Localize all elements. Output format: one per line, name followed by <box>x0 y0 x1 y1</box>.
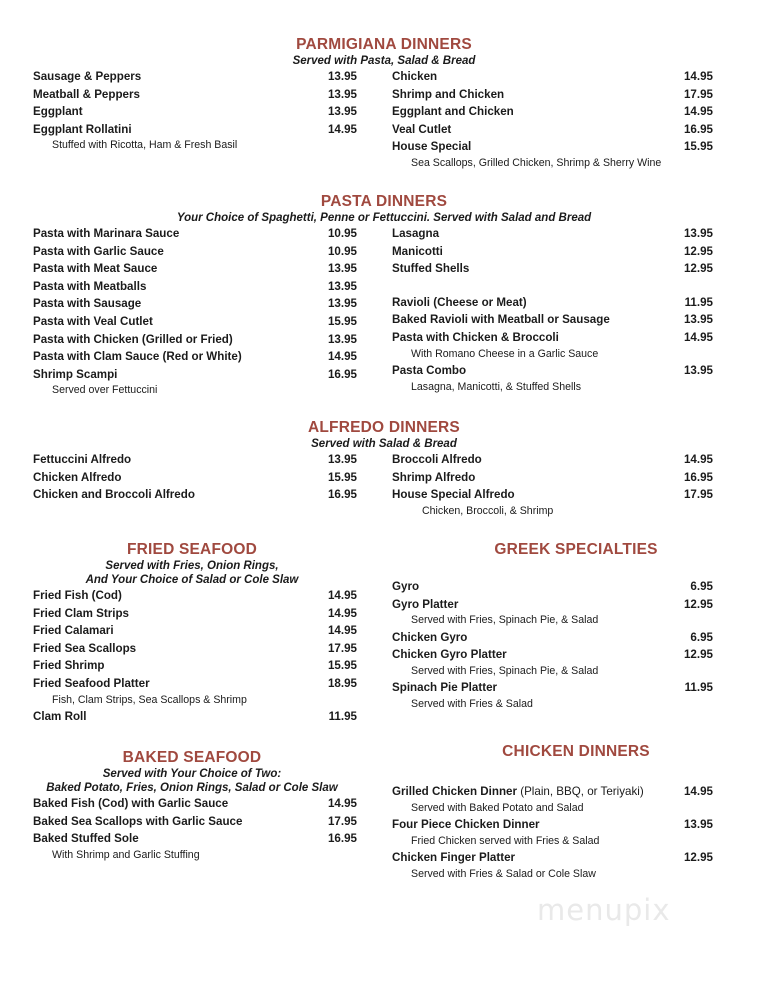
column-left <box>0 68 384 171</box>
section-columns <box>0 451 768 519</box>
item-description: Stuffed with Ricotta, Ham & Fresh Basil <box>52 139 238 152</box>
item-name: Pasta with Meat Sauce <box>33 262 158 276</box>
menu-item <box>33 68 357 86</box>
menu-item <box>33 313 357 331</box>
item-name: Chicken Alfredo <box>33 470 122 484</box>
item-price: 12.95 <box>683 648 713 662</box>
section-title: ALFREDO DINNERS <box>308 419 460 436</box>
menu-item <box>392 294 713 312</box>
menu-item <box>392 329 713 347</box>
item-price: 12.95 <box>683 262 713 276</box>
section-subtitle: Served with Pasta, Salad & Bread <box>292 55 476 67</box>
item-name: Shrimp and Chicken <box>392 87 505 101</box>
menu-item <box>33 451 357 469</box>
item-name: Fried Shrimp <box>33 659 105 673</box>
menu-item <box>33 708 357 726</box>
item-price: 11.95 <box>684 295 713 309</box>
item-price: 12.95 <box>683 597 713 611</box>
item-name: Lasagna <box>392 227 440 240</box>
item-price: 6.95 <box>690 580 713 593</box>
item-price: 12.95 <box>683 244 713 258</box>
item-name: Baked Ravioli with Meatball or Sausage <box>392 313 610 327</box>
item-name <box>392 783 676 801</box>
item-description: Sea Scallops, Grilled Chicken, Shrimp & Sherry Wine <box>411 156 662 169</box>
item-price: 14.95 <box>327 350 357 364</box>
menu-item <box>33 225 357 243</box>
menu-item <box>33 295 357 313</box>
item-price: 14.95 <box>683 453 713 466</box>
item-name: Fried Sea Scallops <box>33 641 137 655</box>
item-price: 15.95 <box>327 470 357 484</box>
item-name: Pasta with Marinara Sauce <box>33 227 180 240</box>
item-name: Eggplant Rollatini <box>33 122 132 136</box>
item-description: Served with Fries, Spinach Pie, & Salad <box>411 614 599 627</box>
item-name: Gyro Platter <box>392 597 459 611</box>
item-name: Gyro <box>392 580 420 593</box>
item-name: Four Piece Chicken Dinner <box>392 818 540 832</box>
item-price: 17.95 <box>683 87 713 101</box>
item-price: 14.95 <box>683 105 713 119</box>
section-title: PARMIGIANA DINNERS <box>296 36 472 53</box>
menu-item <box>392 362 713 380</box>
item-description: Served with Baked Potato and Salad <box>411 801 584 814</box>
menu-item <box>392 86 713 104</box>
menu-item <box>33 587 357 605</box>
menu-item <box>392 311 713 329</box>
section-pasta-dinners <box>0 193 768 399</box>
item-name: Stuffed Shells <box>392 262 470 276</box>
item-name: Fried Calamari <box>33 624 114 638</box>
item-price: 17.95 <box>327 814 357 828</box>
item-price: 14.95 <box>327 624 357 638</box>
row-spacer <box>392 278 713 294</box>
item-description: Served with Fries & Salad <box>411 697 533 710</box>
item-name: Shrimp Scampi <box>33 367 118 381</box>
item-name: Pasta with Veal Cutlet <box>33 314 153 328</box>
section-parmigiana-dinners <box>0 36 768 171</box>
item-description: Fish, Clam Strips, Sea Scallops & Shrimp <box>52 693 247 706</box>
section-columns <box>0 225 768 399</box>
item-description: With Romano Cheese in a Garlic Sauce <box>411 347 599 360</box>
menu-item <box>33 813 357 831</box>
section-title: GREEK SPECIALTIES <box>494 541 658 558</box>
item-price: 14.95 <box>683 330 713 344</box>
column-right <box>384 225 768 399</box>
item-name-main: Grilled Chicken Dinner <box>392 785 517 798</box>
item-name: Chicken and Broccoli Alfredo <box>33 488 195 502</box>
menu-item <box>392 849 713 867</box>
menu-item <box>392 469 713 487</box>
section-alfredo-dinners <box>0 419 768 519</box>
item-name: Spinach Pie Platter <box>392 681 498 695</box>
menu-item <box>33 469 357 487</box>
menu-item <box>33 830 357 848</box>
item-price: 10.95 <box>327 227 357 240</box>
menu-item <box>392 629 713 647</box>
item-price: 11.95 <box>328 710 357 724</box>
menu-item <box>392 578 713 596</box>
item-name: Pasta with Meatballs <box>33 279 147 293</box>
menu-item <box>33 86 357 104</box>
menu-item <box>33 657 357 675</box>
item-price: 13.95 <box>327 87 357 101</box>
section-subtitle: Baked Potato, Fries, Onion Rings, Salad or Cole Slaw <box>46 782 338 794</box>
menu-item <box>33 103 357 121</box>
item-price: 16.95 <box>683 122 713 136</box>
section-title: PASTA DINNERS <box>320 193 448 210</box>
item-price: 10.95 <box>327 244 357 258</box>
item-price: 16.95 <box>683 470 713 484</box>
menu-item <box>33 121 357 139</box>
section-subtitle: Served with Salad & Bread <box>311 438 457 450</box>
section-title: BAKED SEAFOOD <box>122 749 262 766</box>
item-name: Clam Roll <box>33 710 87 724</box>
column-right <box>384 68 768 171</box>
item-price: 16.95 <box>327 832 357 846</box>
item-price: 13.95 <box>327 70 357 83</box>
item-price: 13.95 <box>327 453 357 466</box>
column-right <box>384 451 768 519</box>
item-name: Veal Cutlet <box>392 122 452 136</box>
menu-item <box>33 278 357 296</box>
menu-item <box>392 225 713 243</box>
column-left <box>0 225 384 399</box>
item-price: 16.95 <box>327 367 357 381</box>
item-name: Baked Fish (Cod) with Garlic Sauce <box>33 797 229 810</box>
item-price: 13.95 <box>683 818 713 832</box>
item-name: Chicken Gyro Platter <box>392 648 507 662</box>
item-price: 13.95 <box>327 332 357 346</box>
item-description: With Shrimp and Garlic Stuffing <box>52 848 200 861</box>
item-price: 11.95 <box>684 681 713 695</box>
item-name: Baked Stuffed Sole <box>33 832 139 846</box>
item-price: 14.95 <box>683 785 713 798</box>
item-name: Fried Seafood Platter <box>33 676 150 690</box>
item-price: 15.95 <box>683 140 713 154</box>
item-price: 18.95 <box>327 676 357 690</box>
item-price: 13.95 <box>327 297 357 311</box>
item-name: Sausage & Peppers <box>33 70 142 83</box>
menu-item <box>392 646 713 664</box>
item-name: Chicken <box>392 70 438 83</box>
menu-item <box>33 348 357 366</box>
column-right <box>384 578 768 712</box>
item-price: 16.95 <box>327 488 357 502</box>
section-subtitle: Served with Your Choice of Two: <box>102 768 282 780</box>
menu-item <box>392 260 713 278</box>
menu-item <box>33 640 357 658</box>
section-title: FRIED SEAFOOD <box>126 541 258 558</box>
item-description: Fried Chicken served with Fries & Salad <box>411 834 600 847</box>
section-subtitle: And Your Choice of Salad or Cole Slaw <box>85 574 299 586</box>
item-price: 13.95 <box>327 105 357 119</box>
menu-item <box>392 596 713 614</box>
item-price: 13.95 <box>327 262 357 276</box>
item-name: Pasta with Garlic Sauce <box>33 244 164 258</box>
menu-item <box>392 103 713 121</box>
item-price: 13.95 <box>683 227 713 240</box>
column-right <box>384 783 768 882</box>
menu-item <box>392 243 713 261</box>
item-name: Manicotti <box>392 244 443 258</box>
section-chicken-dinners <box>384 743 768 882</box>
menu-item <box>392 121 713 139</box>
item-name: House Special <box>392 140 472 154</box>
item-price: 17.95 <box>327 641 357 655</box>
item-price: 12.95 <box>683 851 713 865</box>
section-greek-specialties <box>384 541 768 712</box>
menu-item <box>392 783 713 801</box>
item-price: 17.95 <box>683 488 713 502</box>
item-price: 14.95 <box>683 70 713 83</box>
item-name: Pasta Combo <box>392 364 467 378</box>
menu-item <box>392 68 713 86</box>
item-name: Chicken Gyro <box>392 630 468 644</box>
item-name: Pasta with Chicken & Broccoli <box>392 330 559 344</box>
item-price: 14.95 <box>327 606 357 620</box>
item-description: Served with Fries, Spinach Pie, & Salad <box>411 664 599 677</box>
item-name: Chicken Finger Platter <box>392 851 516 865</box>
item-description: Lasagna, Manicotti, & Stuffed Shells <box>411 380 581 393</box>
column-left <box>0 587 384 726</box>
section-subtitle: Your Choice of Spaghetti, Penne or Fettuccini. Served with Salad and Bread <box>176 212 592 224</box>
menu-item <box>33 486 357 504</box>
item-name-qualifier: (Plain, BBQ, or Teriyaki) <box>516 785 644 798</box>
item-description: Served over Fettuccini <box>52 384 158 397</box>
menu-item <box>392 486 713 504</box>
item-price: 13.95 <box>683 364 713 378</box>
section-columns <box>0 68 768 171</box>
item-name: Fried Clam Strips <box>33 606 129 620</box>
section-subtitle: Served with Fries, Onion Rings, <box>105 560 279 572</box>
menu-item <box>392 679 713 697</box>
item-name: House Special Alfredo <box>392 488 515 502</box>
item-name: Fried Fish (Cod) <box>33 589 122 602</box>
item-name: Ravioli (Cheese or Meat) <box>392 295 527 309</box>
section-fried-seafood <box>0 541 384 726</box>
item-description: Chicken, Broccoli, & Shrimp <box>422 504 554 517</box>
menu-item <box>33 795 357 813</box>
menu-item <box>33 622 357 640</box>
item-price: 15.95 <box>327 314 357 328</box>
item-name: Eggplant and Chicken <box>392 105 514 119</box>
item-description: Served with Fries & Salad or Cole Slaw <box>411 867 596 880</box>
menupix-watermark: menupix <box>537 893 671 927</box>
menu-item <box>33 605 357 623</box>
item-name: Broccoli Alfredo <box>392 453 482 466</box>
menu-item <box>392 451 713 469</box>
item-name: Pasta with Chicken (Grilled or Fried) <box>33 332 233 346</box>
item-name: Fettuccini Alfredo <box>33 453 132 466</box>
menu-item <box>33 366 357 384</box>
item-name: Pasta with Clam Sauce (Red or White) <box>33 350 242 364</box>
item-price: 14.95 <box>327 589 357 602</box>
item-name: Pasta with Sausage <box>33 297 142 311</box>
menu-item <box>33 243 357 261</box>
column-left <box>0 451 384 519</box>
item-price: 13.95 <box>327 279 357 293</box>
section-title: CHICKEN DINNERS <box>502 743 650 760</box>
column-left <box>0 795 384 863</box>
item-price: 6.95 <box>690 630 713 644</box>
menu-item <box>33 260 357 278</box>
item-name: Baked Sea Scallops with Garlic Sauce <box>33 814 243 828</box>
item-price: 14.95 <box>327 797 357 810</box>
menu-item <box>33 675 357 693</box>
menu-item <box>33 331 357 349</box>
item-name: Eggplant <box>33 105 83 119</box>
item-name: Shrimp Alfredo <box>392 470 476 484</box>
menu-item <box>392 816 713 834</box>
menu-item <box>392 138 713 156</box>
item-price: 15.95 <box>327 659 357 673</box>
item-price: 13.95 <box>683 313 713 327</box>
item-name: Meatball & Peppers <box>33 87 140 101</box>
item-price: 14.95 <box>327 122 357 136</box>
section-baked-seafood <box>0 749 384 863</box>
